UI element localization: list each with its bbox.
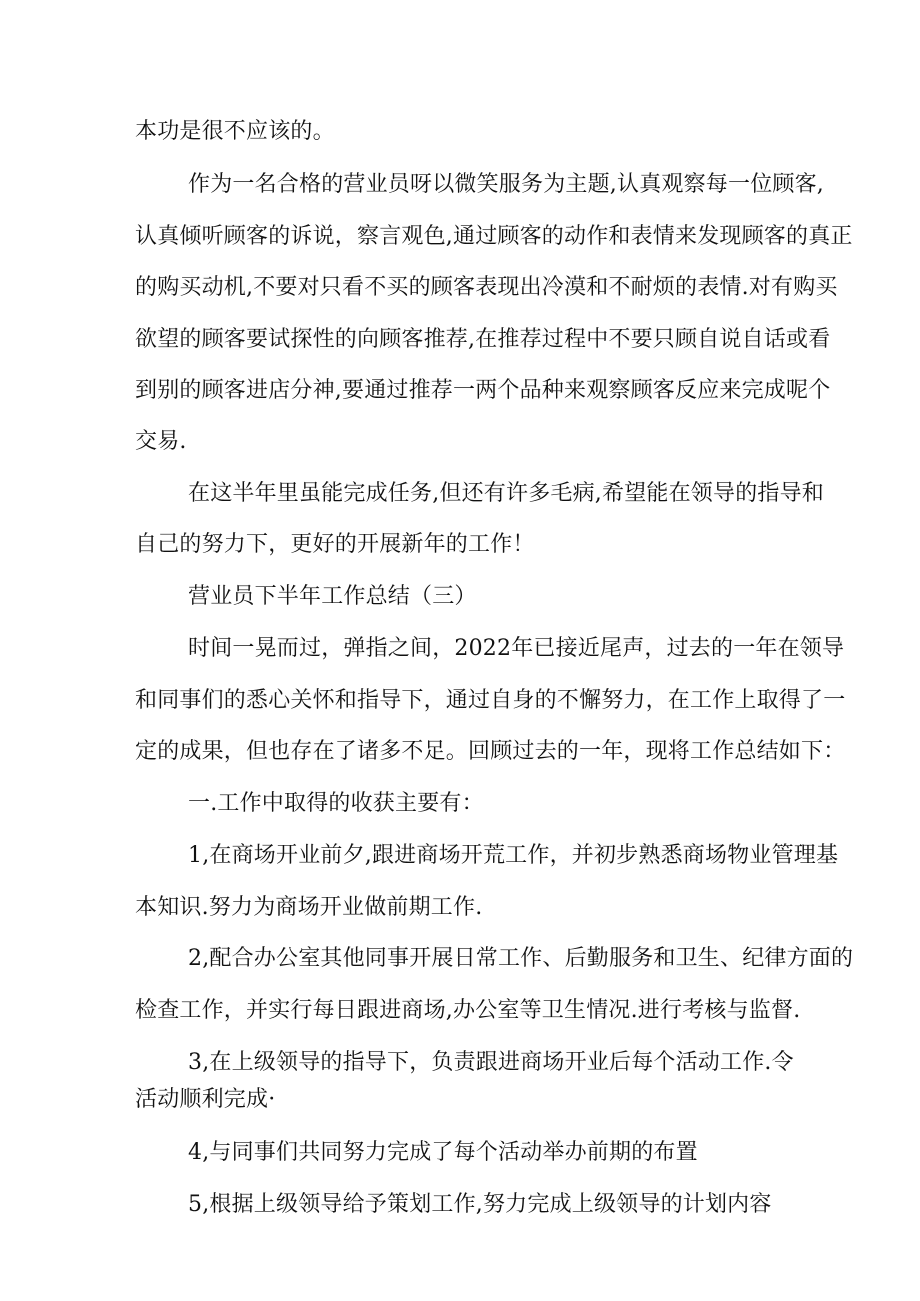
list-item: 1,在商场开业前夕,跟进商场开荒工作，并初步熟悉商场物业管理基	[188, 843, 839, 868]
text-line: 在这半年里虽能完成任务,但还有许多毛病,希望能在领导的指导和	[188, 481, 824, 506]
list-item: 4,与同事们共同努力完成了每个活动举办前期的布置	[188, 1140, 698, 1165]
text-line: 的购买动机,不要对只看不买的顾客表现出冷漠和不耐烦的表情.对有购买	[135, 275, 838, 300]
text-line: 和同事们的悉心关怀和指导下，通过自身的不懈努力，在工作上取得了一	[135, 688, 846, 713]
text-line: 到别的顾客进店分神,要通过推荐一两个品种来观察顾客反应来完成呢个	[135, 378, 831, 403]
text-line: 定的成果，但也存在了诸多不足。回顾过去的一年，现将工作总结如下：	[135, 739, 846, 764]
text-line: 本知识.努力为商场开业做前期工作.	[135, 895, 483, 920]
list-item: 2,配合办公室其他同事开展日常工作、后勤服务和卫生、纪律方面的	[188, 946, 854, 971]
text-line: 时间一晃而过，弹指之间，2022年已接近尾声，过去的一年在领导	[188, 636, 845, 661]
text-line: 交易.	[135, 429, 187, 454]
list-item: 5,根据上级领导给予策划工作,努力完成上级领导的计划内容	[188, 1192, 772, 1217]
text-line: 本功是很不应该的。	[135, 119, 335, 144]
text-line: 欲望的顾客要试探性的向顾客推荐,在推荐过程中不要只顾自说自话或看	[135, 327, 831, 352]
text-line: 作为一名合格的营业员呀以微笑服务为主题,认真观察每一位顾客,	[188, 172, 824, 197]
text-line: 一.工作中取得的收获主要有：	[188, 791, 484, 816]
text-line: 活动顺利完成·	[135, 1087, 276, 1112]
text-line: 认真倾听顾客的诉说，察言观色,通过顾客的动作和表情来发现顾客的真正	[135, 224, 853, 249]
text-line: 检查工作，并实行每日跟进商场,办公室等卫生情况.进行考核与监督.	[135, 998, 801, 1023]
list-item: 3,在上级领导的指导下，负责跟进商场开业后每个活动工作.令	[188, 1050, 794, 1075]
text-line: 自己的努力下，更好的开展新年的工作！	[135, 532, 535, 557]
section-heading: 营业员下半年工作总结（三）	[188, 584, 477, 609]
